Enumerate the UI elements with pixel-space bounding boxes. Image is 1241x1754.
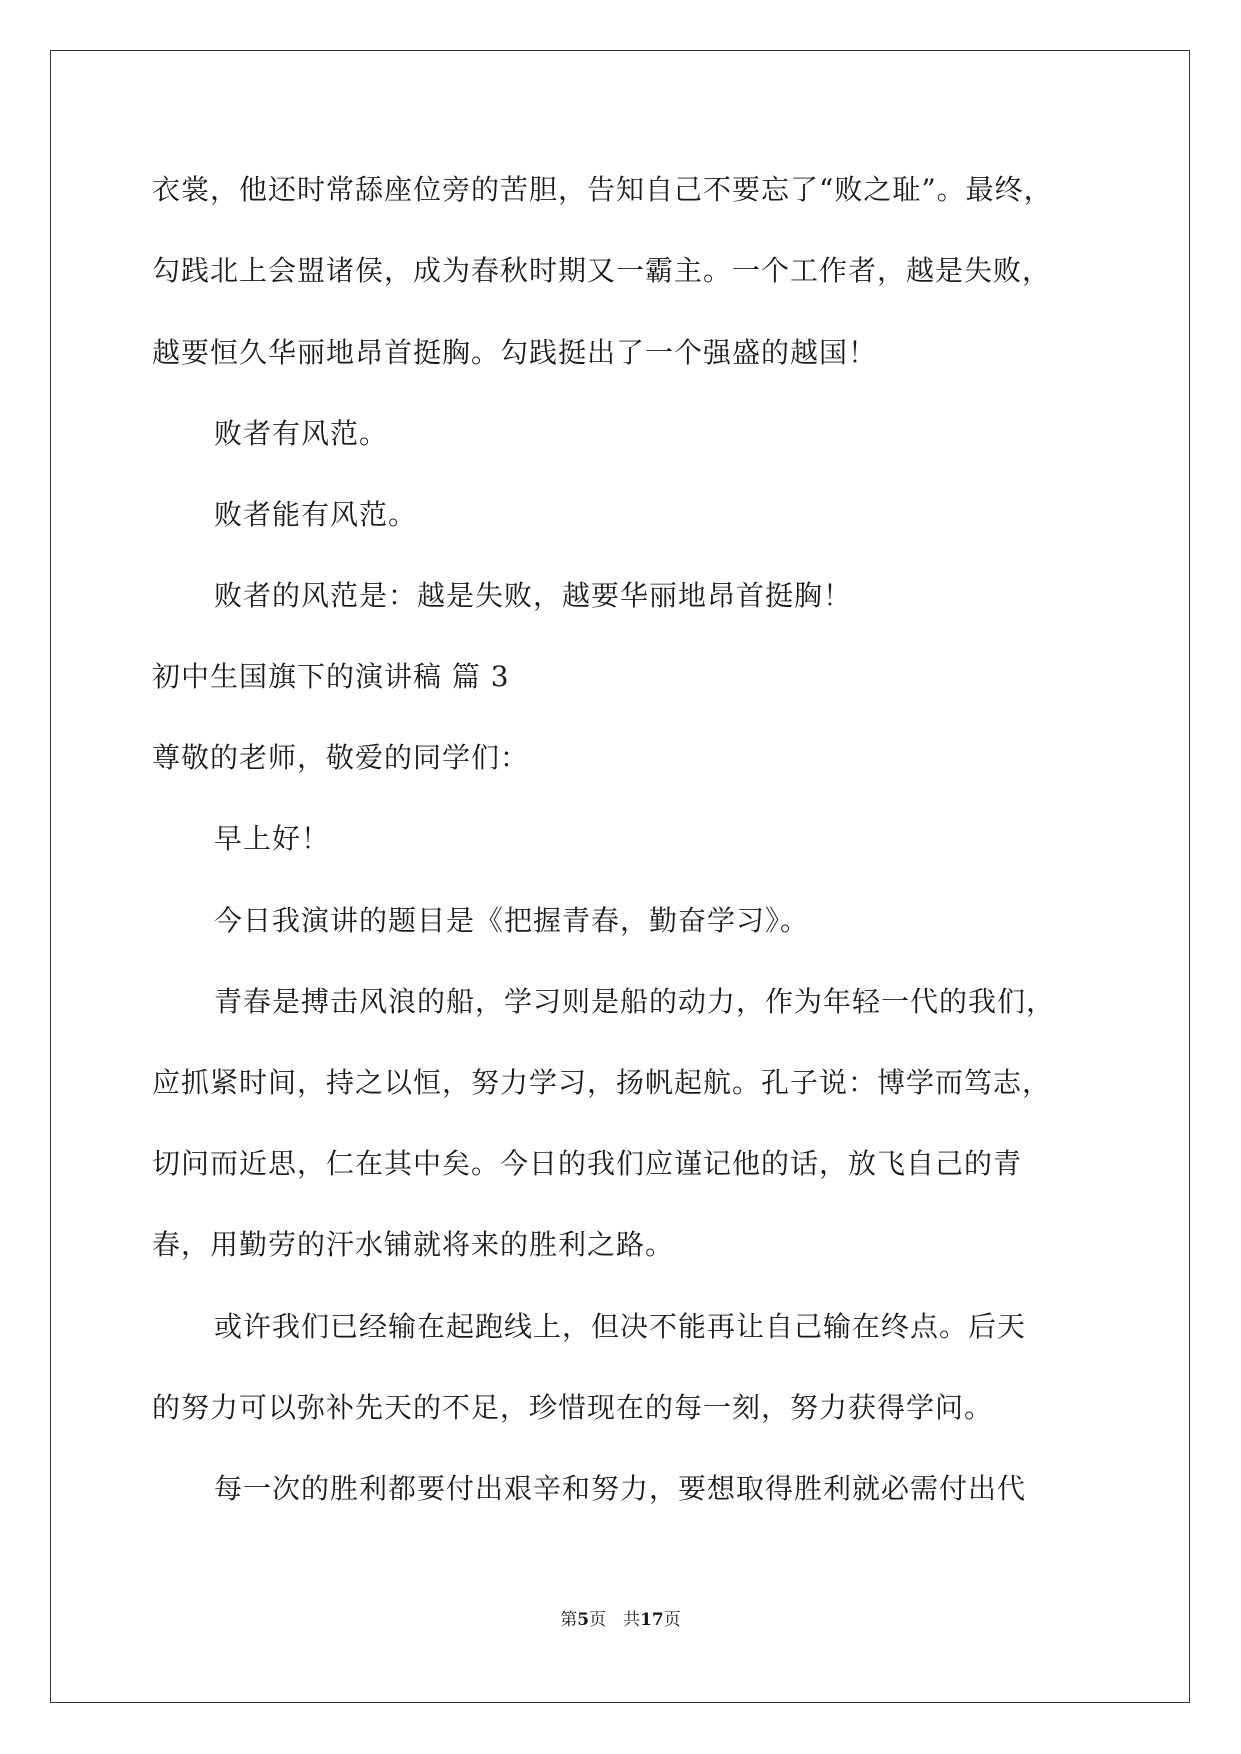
paragraph-line: 青春是搏击风浪的船，学习则是船的动力，作为年轻一代的我们，: [214, 985, 1056, 1018]
page-prefix: 第: [560, 1610, 578, 1630]
paragraph-line: 越要恒久华丽地昂首挺胸。勾践挺出了一个强盛的越国！: [152, 336, 878, 369]
paragraph-line: 的努力可以弥补先天的不足，珍惜现在的每一刻，努力获得学问。: [152, 1391, 994, 1424]
page-border: [50, 50, 1190, 1703]
section-heading: 初中生国旗下的演讲稿 篇 3: [152, 660, 510, 693]
paragraph-line: 衣裳，他还时常舔座位旁的苦胆，告知自己不要忘了“败之耻”。最终，: [152, 173, 1053, 206]
page-footer: [0, 1610, 1241, 1630]
current-page-number: 5: [577, 1610, 590, 1630]
paragraph-line: 败者能有风范。: [214, 498, 418, 531]
paragraph-line: 今日我演讲的题目是《把握青春，勤奋学习》。: [214, 904, 810, 937]
page-suffix: 页: [663, 1610, 681, 1630]
paragraph-line: 切问而近思，仁在其中矣。今日的我们应谨记他的话，放飞自己的青: [152, 1147, 1023, 1180]
paragraph-line: 败者的风范是：越是失败，越要华丽地昂首挺胸！: [214, 579, 853, 612]
paragraph-line: 败者有风范。: [214, 417, 389, 450]
paragraph-line: 应抓紧时间，持之以恒，努力学习，扬帆起航。孔子说：博学而笃志，: [152, 1066, 1052, 1099]
page-mid: 页 共: [589, 1610, 641, 1630]
salutation: 尊敬的老师，敬爱的同学们：: [152, 741, 530, 774]
paragraph-line: 早上好！: [214, 822, 331, 855]
paragraph-line: 每一次的胜利都要付出艰辛和努力，要想取得胜利就必需付出代: [214, 1472, 1027, 1505]
paragraph-line: 或许我们已经输在起跑线上，但决不能再让自己输在终点。后天: [214, 1310, 1027, 1343]
paragraph-line: 勾践北上会盟诸侯，成为春秋时期又一霸主。一个工作者，越是失败，: [152, 254, 1052, 287]
paragraph-line: 春，用勤劳的汗水铺就将来的胜利之路。: [152, 1228, 675, 1261]
total-page-number: 17: [640, 1610, 664, 1630]
